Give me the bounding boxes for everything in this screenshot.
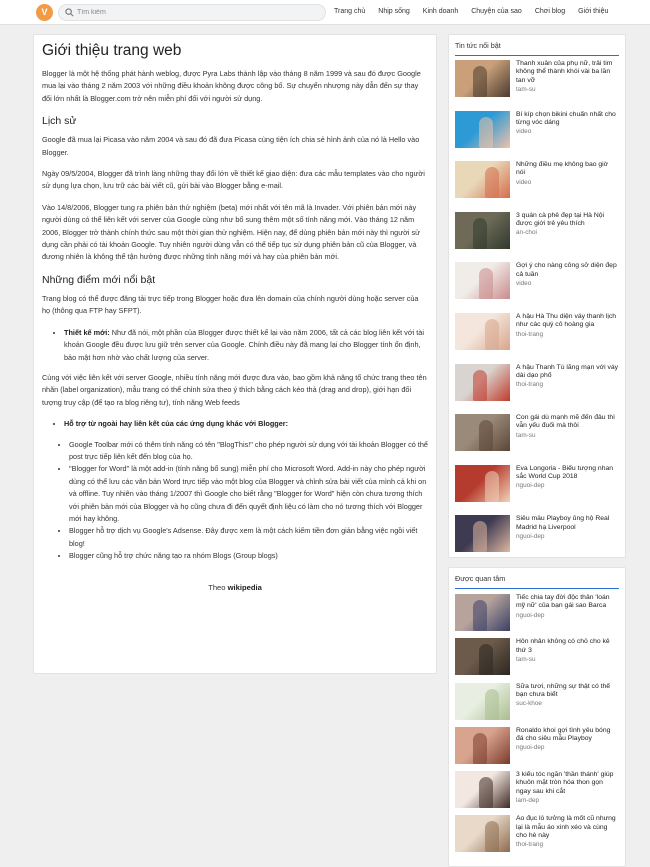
thumbnail-image[interactable] (455, 364, 510, 401)
item-text (516, 212, 619, 263)
thumbnail-figure (479, 644, 493, 675)
list-item[interactable] (455, 515, 619, 566)
design-list (64, 327, 428, 364)
article-card (33, 34, 437, 674)
item-text (516, 262, 619, 313)
thumbnail-figure (479, 117, 493, 148)
item-title-link[interactable]: 3 quán cà phê đẹp tại Hà Nội được giới trẻ yêu thích (516, 211, 605, 228)
news-widget-title: Tin tức nổi bật (455, 35, 619, 56)
history-heading: Lịch sử (42, 115, 77, 128)
item-title-link[interactable]: Con gái dù mạnh mẽ đến đâu thì vẫn yếu đuối mà thôi (516, 414, 615, 430)
list-item[interactable] (455, 815, 619, 859)
site-logo[interactable]: V (36, 4, 53, 21)
item-text (516, 683, 619, 727)
features-paragraph-2: Cùng với việc liên kết với server Google, nhiều tính năng mới được đưa vào, bao gồm khả năng tổ chức trang theo tên nhãn (label organization), mẫu trang có thể chỉnh sửa theo ý thích bằng cách kéo thả (drag and drop), giới hạn đối tượng truy cập (để tạo ra blog riêng tư), tính năng Web feeds (42, 372, 427, 407)
thumbnail-image[interactable] (455, 212, 510, 249)
nav-chuyen-cua-sao[interactable]: Chuyện của sao (471, 8, 522, 15)
thumbnail-image[interactable] (455, 60, 510, 97)
thumbnail-figure (473, 521, 487, 552)
thumbnail-figure (473, 600, 487, 631)
page-title: Giới thiệu trang web (42, 42, 182, 59)
thumbnail-figure (485, 167, 499, 198)
item-category[interactable]: video (516, 128, 532, 136)
thumbnail-image[interactable] (455, 727, 510, 764)
intro-paragraph: Blogger là một hệ thống phát hành weblog, được Pyra Labs thành lập vào tháng 8 năm 1999 và sau đó được Google mua lại vào tháng 2 năm 2003 với những điều khoản không được công bố. Sự chuyển nhượng này dẫn đến sự thay đổi lớn nhất là Blogger.com trở nên miễn phí đối với người sử dụng. (42, 69, 421, 103)
item-text (516, 515, 619, 566)
item-title-link[interactable]: Tiếc chia tay đời độc thân 'loán mỹ nữ' của bạn gái sao Barca (516, 594, 610, 610)
nav-gioi-thieu[interactable]: Giới thiệu (578, 8, 609, 15)
thumbnail-image[interactable] (455, 465, 510, 502)
thumbnail-image[interactable] (455, 313, 510, 350)
search-icon (65, 8, 74, 17)
news-widget (448, 34, 626, 558)
list-item[interactable] (455, 727, 619, 771)
thumbnail-image[interactable] (455, 771, 510, 808)
thumbnail-figure (479, 777, 493, 808)
list-item[interactable] (455, 60, 619, 111)
popular-widget-title: Được quan tâm (455, 568, 619, 589)
thumbnail-image[interactable] (455, 638, 510, 675)
item-text (516, 771, 619, 815)
thumbnail-figure (479, 420, 493, 451)
history-paragraph-2: Ngày 09/5/2004, Blogger đã trình làng những thay đổi lớn về thiết kế giao diện: đưa các mẫu templates vào cho người sử dụng lựa chọn, lưu trữ các bài viết cũ, gửi bài vào Blogger bằng e-mail. (42, 169, 425, 191)
design-text: Như đã nói, một phần của Blogger được thiết kế lại vào năm 2006, tất cả các blog liên kết với tài khoản Google đều được lưu giữ trên server của Google. Chính điều này đã mang lại cho Blogger tính ổn định, bảo mật hơn nhờ vào chất lượng của server. (64, 327, 424, 362)
item-text (516, 638, 619, 682)
support-heading-list (64, 418, 428, 430)
item-text (516, 60, 619, 111)
item-title-link[interactable]: Hôn nhân không có chỗ cho kẻ thứ 3 (516, 638, 610, 654)
thumbnail-figure (473, 733, 487, 764)
thumbnail-figure (473, 218, 487, 249)
list-item[interactable] (455, 414, 619, 465)
thumbnail-figure (485, 319, 499, 350)
item-text (516, 111, 619, 162)
thumbnail-figure (485, 689, 499, 720)
list-item: • Blogger hỗ trợ dịch vụ Google's Adsense. Đây được xem là một cách kiếm tiền đơn giản bằng việc ngồi viết blog! (69, 525, 428, 550)
history-paragraph-3: Vào 14/8/2006, Blogger tung ra phiên bản thử nghiệm (beta) mới nhất với tên mã là Invader. Với phiên bản mới này người dùng có thể liên kết với server của Google cùng như bổ sung thêm một số tính năng mới. Vào tháng 12 năm 2006, Blogger trở thành chính thức sau một thời gian thử nghiệm. Hiện nay, để dùng phiên bản mới này thì người sử dụng cần phải có tài khoản Google. Tuy nhiên người dùng vẫn có thể tiếp tục sử dụng phiên bản cũ của Blogger, và đương nhiên là không thể tận hưởng được những tính năng mới và hay của phiên bản mới. (42, 202, 421, 262)
item-text (516, 727, 619, 771)
item-category[interactable]: suc-khoe (516, 700, 542, 708)
thumbnail-image[interactable] (455, 683, 510, 720)
thumbnail-figure (473, 370, 487, 401)
news-list (449, 56, 625, 566)
item-category[interactable]: an-choi (516, 229, 537, 237)
item-category[interactable]: thoi-trang (516, 841, 543, 849)
search-input[interactable] (77, 6, 317, 19)
item-category[interactable]: nguoi-dep (516, 611, 545, 619)
source-link[interactable]: wikipedia (227, 582, 262, 592)
item-title-link[interactable]: Á hậu Thanh Tú lăng mạn với váy dài dạo phố (516, 363, 619, 379)
support-label: Hỗ trợ từ ngoài hay liên kết của các ứng dụng khác với Blogger: (64, 419, 289, 429)
item-title-link[interactable]: Thanh xuân của phụ nữ, trải tim không thể thành khói vài ba lần tan vỡ (516, 60, 613, 84)
list-item[interactable] (455, 465, 619, 516)
list-item (64, 327, 428, 364)
list-item[interactable] (455, 111, 619, 162)
popular-list (449, 589, 625, 860)
item-category[interactable]: video (516, 279, 532, 287)
item-title-link[interactable]: Sữa tươi, những sự thật có thể bạn chưa biết (516, 682, 611, 698)
support-list (69, 439, 428, 563)
list-item: • "Blogger for Word" là một add-in (tính năng bổ sung) miễn phí cho Microsoft Word. Add-in này cho phép người dùng có thể lưu các văn bản Word trực tiếp vào một blog của Blogger và chỉnh sửa bài viết của mình cả khi on và offline. Tuy nhiên vào tháng 1/2007 thì Google cho biết rằng "Blogger for Word" hiện còn chưa tương thích với phiên bản mới của Blogger và họ cũng chưa đi đến quyết định liệu có làm cho nó tương thích với Blogger mới hay không. (69, 463, 428, 525)
list-item[interactable] (455, 364, 619, 415)
list-item: • Blogger cũng hỗ trợ chức năng tạo ra nhóm Blogs (Group blogs) (69, 550, 428, 562)
list-item[interactable] (455, 683, 619, 727)
search-box[interactable] (58, 4, 326, 21)
source-prefix: Theo (208, 582, 228, 592)
main-nav (334, 8, 621, 15)
thumbnail-image[interactable] (455, 515, 510, 552)
nav-choi-blog[interactable]: Chơi blog (534, 8, 566, 15)
list-item[interactable] (455, 262, 619, 313)
item-title-link[interactable]: Ronaldo khoi gợi tình yêu bóng đá cho siêu mẫu Playboy (516, 726, 611, 743)
item-category[interactable]: nguoi-dep (516, 532, 545, 540)
source-line (42, 583, 428, 592)
features-paragraph-1: Trang blog có thể được đăng tải trực tiếp trong Blogger hoặc đưa lên domain của chính người dùng hoặc server của họ (thông qua FTP hay SFPT). (42, 293, 419, 316)
item-title-link[interactable]: Bí kíp chọn bikini chuẩn nhất cho từng vóc dáng (516, 110, 616, 126)
item-text (516, 594, 619, 638)
design-label: Thiết kế mới: (64, 327, 110, 337)
thumbnail-figure (479, 268, 493, 299)
item-category[interactable]: lam-dep (516, 797, 540, 805)
item-text (516, 364, 619, 415)
item-title-link[interactable]: Những điều mẹ không bao giờ nói (516, 161, 609, 177)
thumbnail-image[interactable] (455, 111, 510, 148)
item-category[interactable]: video (516, 178, 532, 186)
top-bar (0, 0, 650, 25)
popular-widget (448, 567, 626, 867)
item-category[interactable]: tam-su (516, 431, 536, 439)
list-item: • Google Toolbar mới có thêm tính năng có tên "BlogThis!" cho phép người sử dụng với tài khoản Blogger có thể post trực tiếp liên kết đến blog của họ. (69, 439, 428, 464)
thumbnail-image[interactable] (455, 262, 510, 299)
nav-kinh-doanh[interactable]: Kinh doanh (422, 8, 459, 15)
item-title-link[interactable]: Á hậu Hà Thu diện váy thanh lịch như các quý cô hoàng gia (516, 312, 617, 329)
item-text (516, 414, 619, 465)
list-item[interactable] (455, 161, 619, 212)
thumbnail-figure (485, 471, 499, 502)
item-category[interactable]: nguoi-dep (516, 482, 545, 490)
item-category[interactable]: tam-su (516, 655, 536, 663)
item-title-link[interactable]: Gợi ý cho nàng công sở diện đẹp cả tuần (516, 262, 617, 278)
item-category[interactable]: nguoi-dep (516, 744, 545, 752)
list-item[interactable] (455, 771, 619, 815)
features-heading: Những điểm mới nổi bật (42, 273, 156, 286)
item-category[interactable]: tam-su (516, 85, 536, 93)
item-category[interactable]: thoi-trang (516, 330, 543, 338)
thumbnail-figure (485, 821, 499, 852)
thumbnail-image[interactable] (455, 161, 510, 198)
item-title-link[interactable]: Siêu mẫu Playboy ủng hộ Real Madrid hạ Liverpool (516, 515, 610, 531)
thumbnail-image[interactable] (455, 414, 510, 451)
nav-nhip-song[interactable]: Nhịp sống (378, 8, 410, 15)
thumbnail-image[interactable] (455, 594, 510, 631)
item-text (516, 161, 619, 212)
thumbnail-image[interactable] (455, 815, 510, 852)
history-paragraph-1: Google đã mua lại Picasa vào năm 2004 và sau đó đã đưa Picasa cùng tiện ích chia sẻ hình ảnh của nó là Hello vào Blogger. (42, 135, 420, 157)
nav-trang-chu[interactable]: Trang chủ (334, 8, 366, 15)
item-title-link[interactable]: 3 kiểu tóc ngắn 'thần thánh' giúp khuôn mặt tròn hóa thon gọn ngay sau khi cắt (516, 771, 614, 795)
item-title-link[interactable]: Áo đục lỗ tưởng là mốt cũ nhưng lại là mẫu áo xinh xéo và cùng cho hè này (516, 815, 616, 840)
item-text (516, 815, 619, 859)
item-text (516, 313, 619, 364)
item-title-link[interactable]: Eva Longoria - Biểu tượng nhan sắc World Cup 2018 (516, 464, 614, 481)
list-item[interactable] (455, 313, 619, 364)
list-item[interactable] (455, 594, 619, 638)
list-item[interactable] (455, 212, 619, 263)
item-category[interactable]: thoi-trang (516, 381, 543, 389)
thumbnail-figure (473, 66, 487, 97)
list-item (64, 418, 428, 430)
list-item[interactable] (455, 638, 619, 682)
item-text (516, 465, 619, 516)
